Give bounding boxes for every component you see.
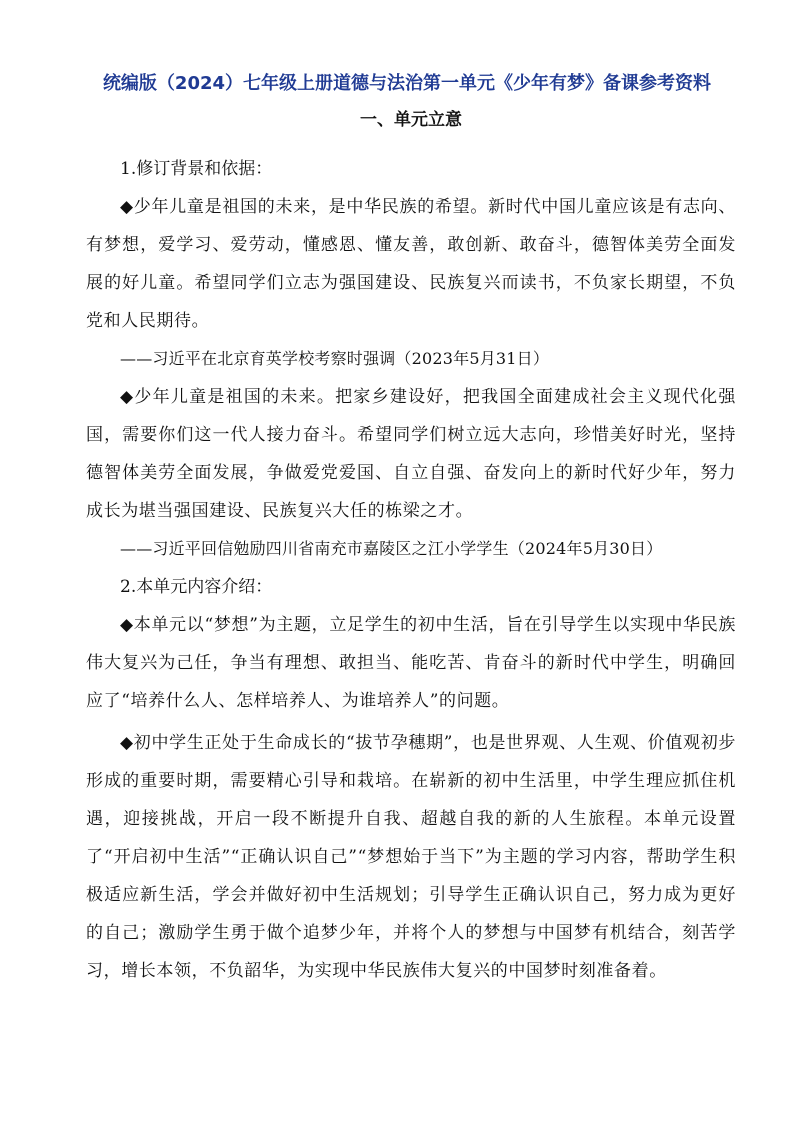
quote-source-2: ——习近平回信勉励四川省南充市嘉陵区之江小学学生（2024年5月30日） [120,539,663,558]
quote-paragraph-2: ◆少年儿童是祖国的未来。把家乡建设好，把我国全面建成社会主义现代化强国，需要你们这一代人接力奋斗。希望同学们树立远大志向，珍惜美好时光，坚持德智体美劳全面发展，争做爱党爱国、自立自强、奋发向上的新时代好少年，努力成长为堪当强国建设、民族复兴大任的栋梁之才。 [86,387,736,521]
document-title: 统编版（2024）七年级上册道德与法治第一单元《少年有梦》备课参考资料 [102,73,712,94]
quote-paragraph-1: ◆少年儿童是祖国的未来，是中华民族的希望。新时代中国儿童应该是有志向、有梦想，爱学习、爱劳动，懂感恩、懂友善，敢创新、敢奋斗，德智体美劳全面发展的好儿童。希望同学们立志为强国建设、民族复兴而读书，不负家长期望，不负党和人民期待。 [86,197,736,331]
subsection-heading-background: 1.修订背景和依据： [120,159,273,179]
unit-intro-paragraph-2: ◆初中学生正处于生命成长的“拔节孕穗期”，也是世界观、人生观、价值观初步形成的重要时期，需要精心引导和栽培。在崭新的初中生活里，中学生理应抓住机遇，迎接挑战，开启一段不断提升自我、超越自我的新的人生旅程。本单元设置了“开启初中生活”“正确认识自己”“梦想始于当下”为主题的学习内容，帮助学生积极适应新生活，学会并做好初中生活规划；引导学生正确认识自己，努力成为更好的自己；激励学生勇于做个追梦少年，并将个人的梦想与中国梦有机结合，刻苦学习，增长本领，不负韶华，为实现中华民族伟大复兴的中国梦时刻准备着。 [86,733,736,981]
subsection-heading-unit-intro: 2.本单元内容介绍： [120,577,273,597]
quote-source-1: ——习近平在北京育英学校考察时强调（2023年5月31日） [120,349,550,368]
unit-intro-paragraph-1: ◆本单元以“梦想”为主题，立足学生的初中生活，旨在引导学生以实现中华民族伟大复兴为己任，争当有理想、敢担当、能吃苦、肯奋斗的新时代中学生，明确回应了“培养什么人、怎样培养人、为谁培养人”的问题。 [86,615,736,711]
section-heading: 一、单元立意 [360,110,462,130]
